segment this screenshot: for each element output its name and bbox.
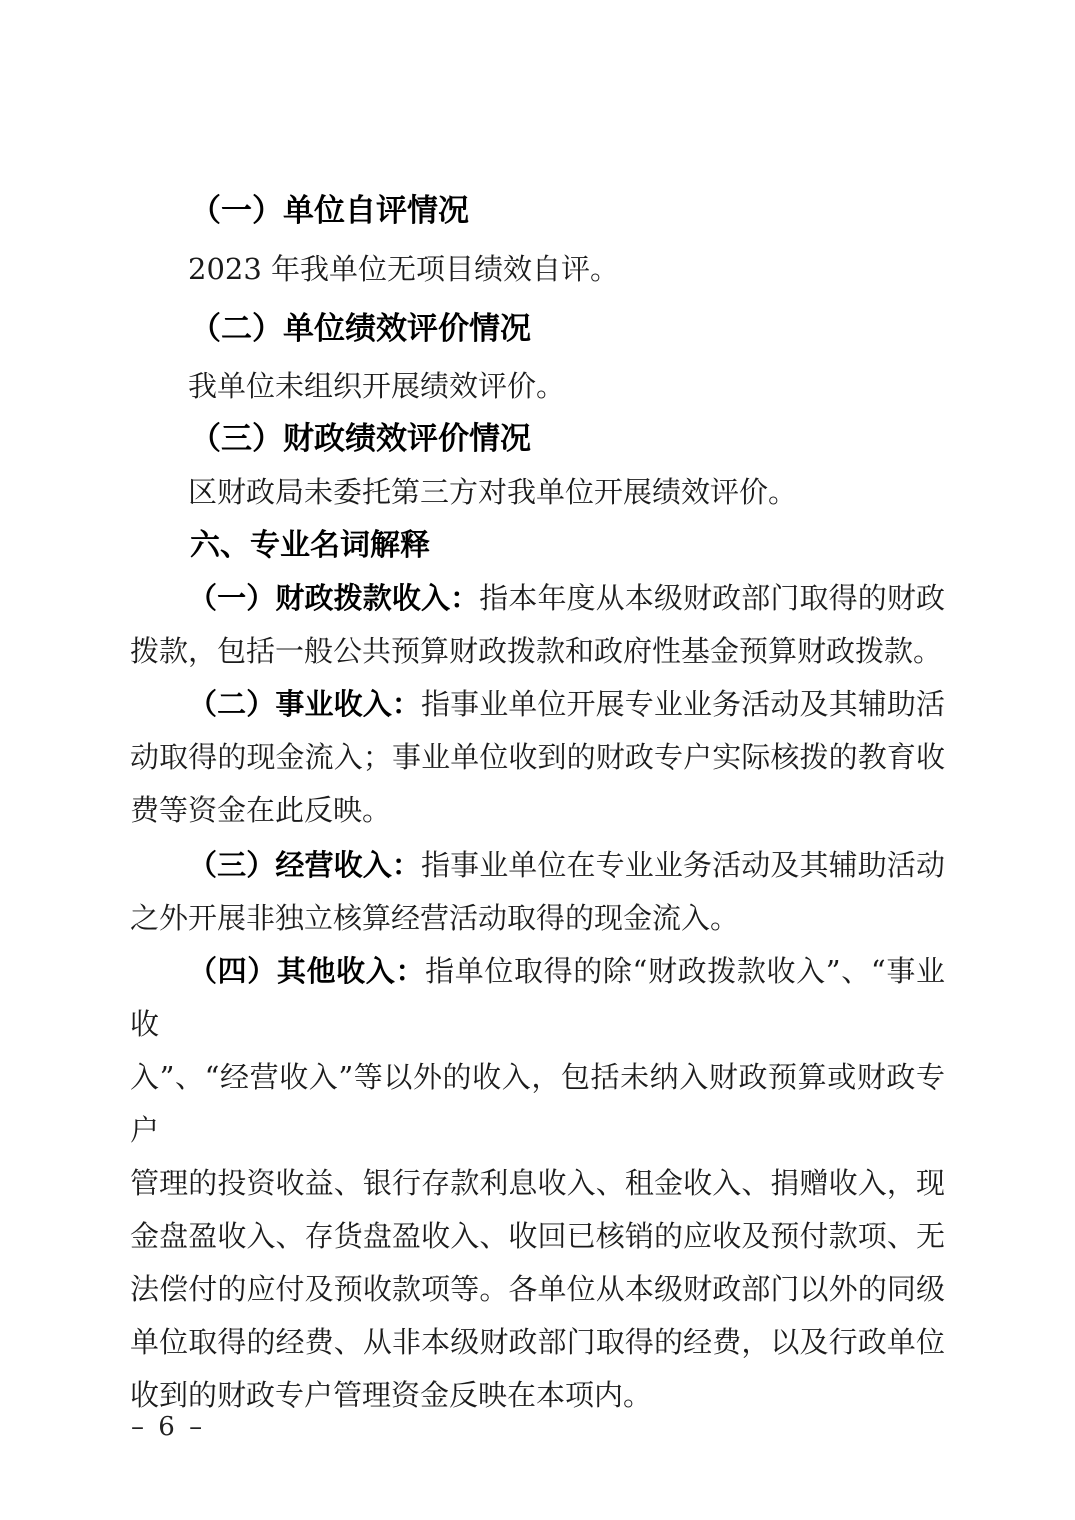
text-line: 单位取得的经费、从非本级财政部门取得的经费，以及行政单位 (130, 1325, 945, 1359)
definition-term: （四）其他收入： (188, 954, 426, 988)
definition-text: 指事业单位在专业业务活动及其辅助活动 (420, 848, 945, 882)
definition-term: （三）经营收入： (188, 848, 421, 882)
text-line: 拨款，包括一般公共预算财政拨款和政府性基金预算财政拨款。 (130, 634, 943, 668)
document-content (130, 185, 945, 1422)
text-line: 收到的财政专户管理资金反映在本项内。 (130, 1378, 653, 1412)
heading-unit-self-evaluation: （一）单位自评情况 (190, 193, 469, 229)
definition-other-income (130, 945, 945, 1422)
text-line: 金盘盈收入、存货盘盈收入、收回已核销的应收及预付款项、无 (130, 1219, 945, 1253)
text-line: 我单位未组织开展绩效评价。 (188, 369, 566, 403)
text-line: 动取得的现金流入；事业单位收到的财政专户实际核拨的教育收 (130, 740, 945, 774)
definition-term: （一）财政拨款收入： (188, 581, 480, 615)
definition-fiscal-appropriation-income (130, 572, 945, 678)
text-line: 区财政局未委托第三方对我单位开展绩效评价。 (188, 475, 798, 509)
text-line: 法偿付的应付及预收款项等。各单位从本级财政部门以外的同级 (130, 1272, 945, 1306)
text-line: 之外开展非独立核算经营活动取得的现金流入。 (130, 901, 740, 935)
definition-text: 指单位取得的除“财政拨款收入”、“事业收 (130, 954, 945, 1041)
text-line: 管理的投资收益、银行存款利息收入、租金收入、捐赠收入，现 (130, 1166, 945, 1200)
heading-unit-performance-evaluation: （二）单位绩效评价情况 (190, 311, 531, 347)
paragraph-unit-performance-evaluation (130, 360, 945, 413)
heading-glossary: 六、专业名词解释 (190, 528, 430, 563)
definition-text: 指本年度从本级财政部门取得的财政 (479, 581, 945, 615)
heading-fiscal-performance-evaluation: （三）财政绩效评价情况 (190, 421, 531, 457)
definition-operating-income (130, 839, 945, 945)
text-line: 2023 年我单位无项目绩效自评。 (188, 252, 620, 286)
text-line: 费等资金在此反映。 (130, 793, 392, 827)
paragraph-fiscal-performance-evaluation (130, 466, 945, 519)
text-line (130, 839, 945, 892)
text-line: 入”、“经营收入”等以外的收入，包括未纳入财政预算或财政专户 (130, 1060, 945, 1147)
definition-term: （二）事业收入： (188, 687, 421, 721)
definition-institutional-income (130, 678, 945, 837)
text-line (130, 945, 945, 1051)
page-number: – 6 – (131, 1412, 206, 1442)
text-line (130, 572, 945, 625)
definition-text: 指事业单位开展专业业务活动及其辅助活 (420, 687, 945, 721)
text-line (130, 678, 945, 731)
paragraph-unit-self-evaluation (130, 243, 945, 296)
